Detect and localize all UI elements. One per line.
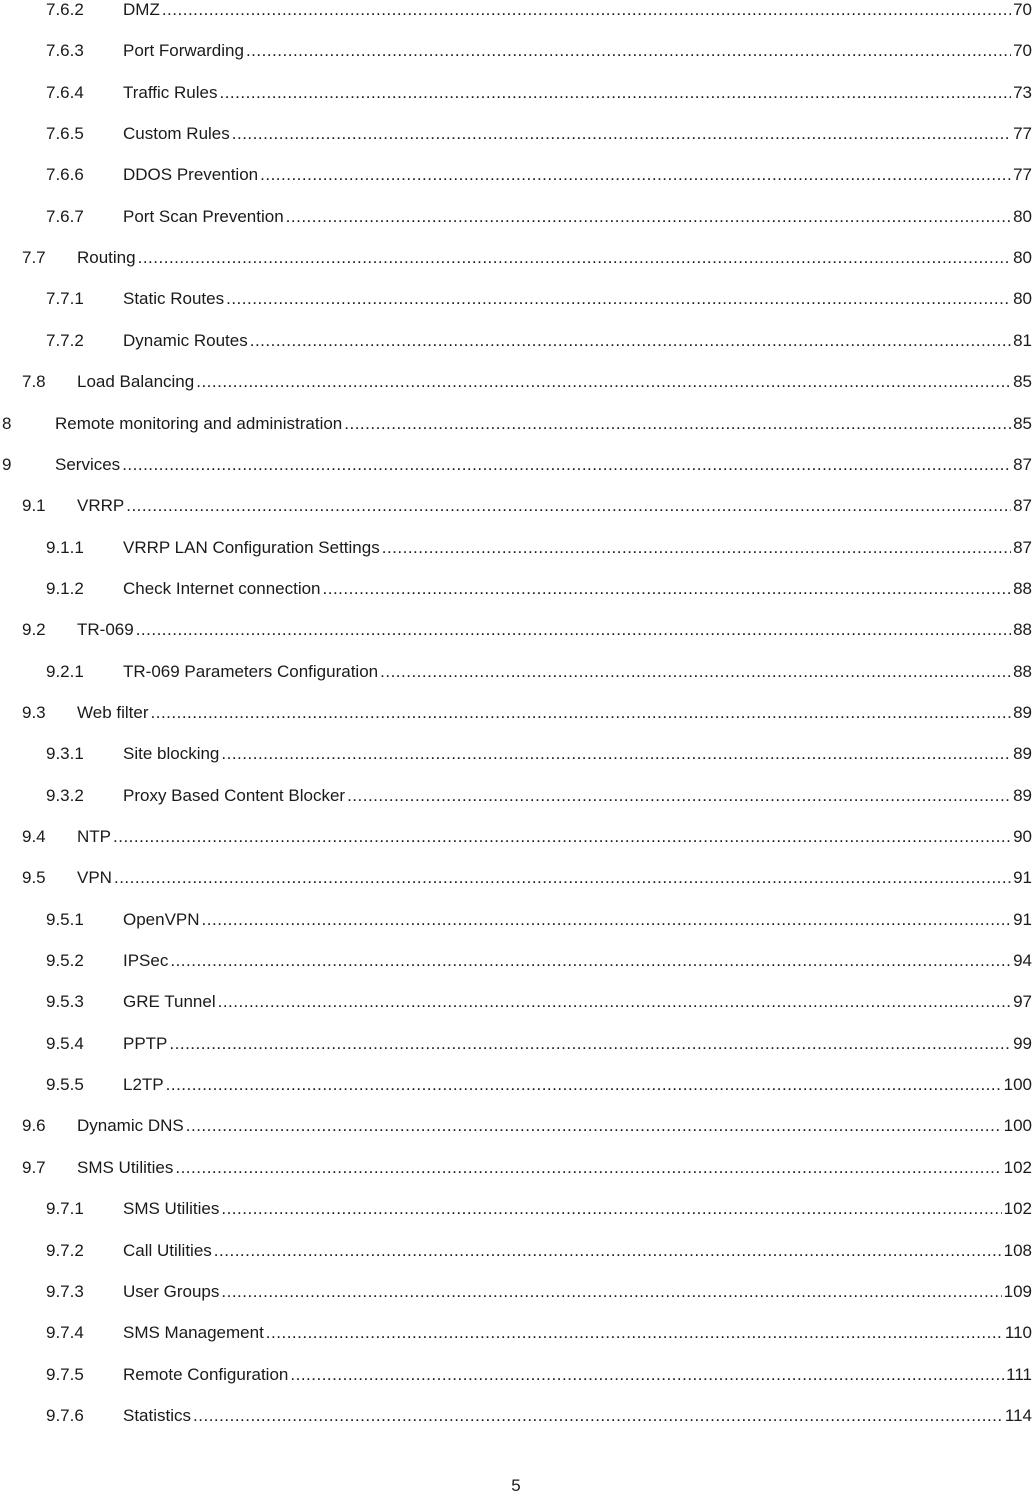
toc-entry[interactable] <box>46 120 1032 144</box>
toc-entry-title: SMS Management <box>123 1323 264 1342</box>
toc-dot-leader <box>126 496 1011 516</box>
toc-entry[interactable] <box>22 1112 1032 1136</box>
toc-entry-number: 7.6.4 <box>46 83 84 102</box>
toc-dot-leader <box>290 1365 1004 1385</box>
toc-entry[interactable] <box>46 1361 1032 1385</box>
toc-entry[interactable] <box>46 782 1032 806</box>
toc-entry-number: 8 <box>2 414 12 433</box>
toc-entry-number: 9.7.5 <box>46 1365 84 1384</box>
toc-entry-page: 99 <box>1013 1034 1032 1053</box>
toc-entry-number: 7.7.2 <box>46 331 84 350</box>
toc-entry[interactable] <box>46 906 1032 930</box>
toc-dot-leader <box>221 744 1011 764</box>
toc-dot-leader <box>113 827 1011 847</box>
toc-entry-title: VRRP <box>77 496 125 515</box>
toc-entry-page: 89 <box>1013 703 1032 722</box>
toc-dot-leader <box>246 41 1011 61</box>
toc-entry-page: 81 <box>1013 331 1032 350</box>
toc-dot-leader <box>219 83 1011 103</box>
toc-entry-page: 97 <box>1013 992 1032 1011</box>
toc-dot-leader <box>347 786 1011 806</box>
toc-entry-title: GRE Tunnel <box>123 992 216 1011</box>
toc-dot-leader <box>186 1116 1002 1136</box>
toc-dot-leader <box>151 703 1012 723</box>
toc-dot-leader <box>114 868 1011 888</box>
toc-entry-page: 87 <box>1013 496 1032 515</box>
toc-dot-leader <box>193 1406 1003 1426</box>
toc-entry[interactable] <box>46 0 1032 20</box>
toc-entry[interactable] <box>46 988 1032 1012</box>
toc-entry-number: 9.2 <box>22 620 46 639</box>
toc-entry-number: 7.6.5 <box>46 124 84 143</box>
toc-dot-leader <box>380 662 1011 682</box>
toc-entry-page: 114 <box>1004 1406 1032 1425</box>
toc-entry[interactable] <box>46 1195 1032 1219</box>
toc-entry-number: 9.1.2 <box>46 579 84 598</box>
toc-entry[interactable] <box>46 37 1032 61</box>
toc-dot-leader <box>175 1158 1001 1178</box>
toc-entry[interactable] <box>46 1402 1032 1426</box>
toc-dot-leader <box>221 1199 1001 1219</box>
toc-entry-page: 77 <box>1013 165 1032 184</box>
toc-entry-number: 9.5.5 <box>46 1075 84 1094</box>
toc-entry-number: 9.3.1 <box>46 744 84 763</box>
toc-entry-number: 9.7.1 <box>46 1199 84 1218</box>
toc-entry-page: 70 <box>1013 41 1032 60</box>
toc-entry-number: 7.6.7 <box>46 207 84 226</box>
toc-entry-number: 9.7.2 <box>46 1241 84 1260</box>
toc-dot-leader <box>162 0 1011 20</box>
toc-entry[interactable] <box>46 1030 1032 1054</box>
toc-dot-leader <box>136 620 1011 640</box>
toc-entry-number: 7.8 <box>22 372 46 391</box>
toc-entry[interactable] <box>46 534 1032 558</box>
toc-entry-page: 87 <box>1013 455 1032 474</box>
toc-entry-page: 88 <box>1013 579 1032 598</box>
toc-entry[interactable] <box>22 1154 1032 1178</box>
toc-entry-title: Dynamic Routes <box>123 331 248 350</box>
toc-entry-page: 102 <box>1003 1158 1032 1177</box>
toc-entry-title: Routing <box>77 248 136 267</box>
toc-entry-title: Traffic Rules <box>123 83 218 102</box>
toc-entry-number: 7.7 <box>22 248 46 267</box>
toc-entry-title: VPN <box>77 868 112 887</box>
toc-dot-leader <box>286 207 1011 227</box>
toc-entry-page: 77 <box>1013 124 1032 143</box>
toc-dot-leader <box>170 951 1011 971</box>
toc-entry-page: 110 <box>1004 1323 1032 1342</box>
toc-dot-leader <box>344 414 1011 434</box>
toc-entry-title: Remote Configuration <box>123 1365 289 1384</box>
toc-entry-title: TR-069 Parameters Configuration <box>123 662 379 681</box>
toc-entry[interactable] <box>46 203 1032 227</box>
toc-entry-page: 85 <box>1013 372 1032 391</box>
toc-entry-number: 9.3.2 <box>46 786 84 805</box>
toc-entry-page: 91 <box>1013 868 1032 887</box>
toc-entry[interactable] <box>22 699 1032 723</box>
toc-entry-title: Call Utilities <box>123 1241 212 1260</box>
toc-entry-number: 9 <box>2 455 12 474</box>
toc-dot-leader <box>250 331 1011 351</box>
toc-entry-title: L2TP <box>123 1075 164 1094</box>
toc-entry-page: 94 <box>1013 951 1032 970</box>
toc-entry-number: 7.7.1 <box>46 289 84 308</box>
toc-entry-title: Dynamic DNS <box>77 1116 184 1135</box>
toc-entry-page: 73 <box>1013 83 1032 102</box>
toc-entry-title: OpenVPN <box>123 910 200 929</box>
toc-entry-number: 9.7.3 <box>46 1282 84 1301</box>
toc-entry-title: NTP <box>77 827 111 846</box>
toc-entry-number: 9.3 <box>22 703 46 722</box>
toc-entry[interactable] <box>22 823 1032 847</box>
toc-entry-number: 9.7 <box>22 1158 46 1177</box>
toc-dot-leader <box>382 538 1011 558</box>
toc-entry-title: DDOS Prevention <box>123 165 259 184</box>
toc-entry[interactable] <box>22 244 1032 268</box>
toc-entry[interactable] <box>46 947 1032 971</box>
toc-entry[interactable] <box>22 864 1032 888</box>
toc-entry-title: User Groups <box>123 1282 220 1301</box>
toc-dot-leader <box>122 455 1011 475</box>
toc-entry-number: 7.6.3 <box>46 41 84 60</box>
toc-entry-number: 9.1 <box>22 496 46 515</box>
toc-entry-page: 102 <box>1003 1199 1032 1218</box>
toc-entry-number: 9.5.2 <box>46 951 84 970</box>
toc-entry-number: 9.2.1 <box>46 662 84 681</box>
toc-entry-number: 9.5.3 <box>46 992 84 1011</box>
toc-entry-title: DMZ <box>123 0 160 19</box>
toc-entry-title: Static Routes <box>123 289 225 308</box>
toc-entry[interactable] <box>46 658 1032 682</box>
toc-entry-title: VRRP LAN Configuration Settings <box>123 538 380 557</box>
toc-dot-leader <box>232 124 1011 144</box>
toc-entry-number: 9.5.1 <box>46 910 84 929</box>
toc-dot-leader <box>218 992 1011 1012</box>
toc-entry-title: IPSec <box>123 951 169 970</box>
toc-entry-title: Port Forwarding <box>123 41 244 60</box>
toc-entry-number: 7.6.2 <box>46 0 84 19</box>
toc-dot-leader <box>214 1241 1002 1261</box>
toc-entry[interactable] <box>22 616 1032 640</box>
toc-entry-page: 111 <box>1006 1365 1032 1384</box>
toc-dot-leader <box>196 372 1011 392</box>
toc-entry[interactable] <box>46 575 1032 599</box>
toc-dot-leader <box>138 248 1011 268</box>
toc-entry-page: 85 <box>1013 414 1032 433</box>
toc-entry-number: 9.1.1 <box>46 538 84 557</box>
toc-entry[interactable] <box>2 451 1032 475</box>
toc-dot-leader <box>166 1075 1002 1095</box>
toc-entry-page: 90 <box>1013 827 1032 846</box>
toc-entry-title: Custom Rules <box>123 124 230 143</box>
toc-entry[interactable] <box>46 327 1032 351</box>
toc-entry[interactable] <box>22 368 1032 392</box>
toc-entry[interactable] <box>46 79 1032 103</box>
toc-entry[interactable] <box>46 161 1032 185</box>
toc-entry-number: 9.4 <box>22 827 46 846</box>
toc-entry-page: 109 <box>1003 1282 1032 1301</box>
toc-dot-leader <box>226 289 1011 309</box>
toc-entry[interactable] <box>46 1237 1032 1261</box>
toc-dot-leader <box>169 1034 1011 1054</box>
toc-entry-page: 70 <box>1013 0 1032 19</box>
toc-entry-page: 91 <box>1013 910 1032 929</box>
toc-entry-page: 100 <box>1003 1075 1032 1094</box>
toc-entry-page: 80 <box>1013 207 1032 226</box>
toc-entry-title: Web filter <box>77 703 149 722</box>
toc-dot-leader <box>260 165 1011 185</box>
toc-entry-title: SMS Utilities <box>77 1158 174 1177</box>
toc-entry-page: 87 <box>1013 538 1032 557</box>
toc-entry-title: TR-069 <box>77 620 134 639</box>
toc-dot-leader <box>266 1323 1003 1343</box>
toc-entry-number: 9.5.4 <box>46 1034 84 1053</box>
toc-entry-title: Load Balancing <box>77 372 195 391</box>
toc-entry-title: Check Internet connection <box>123 579 321 598</box>
toc-entry-page: 80 <box>1013 289 1032 308</box>
toc-dot-leader <box>221 1282 1001 1302</box>
toc-entry-title: Site blocking <box>123 744 220 763</box>
toc-entry[interactable] <box>22 492 1032 516</box>
toc-entry-number: 9.7.4 <box>46 1323 84 1342</box>
toc-entry-title: Port Scan Prevention <box>123 207 284 226</box>
toc-entry[interactable] <box>46 740 1032 764</box>
toc-entry[interactable] <box>46 1319 1032 1343</box>
toc-entry-title: Proxy Based Content Blocker <box>123 786 346 805</box>
toc-entry-title: PPTP <box>123 1034 168 1053</box>
toc-dot-leader <box>323 579 1012 599</box>
toc-entry-page: 89 <box>1013 744 1032 763</box>
toc-entry-number: 9.7.6 <box>46 1406 84 1425</box>
page-number: 5 <box>511 1476 521 1495</box>
toc-entry-title: SMS Utilities <box>123 1199 220 1218</box>
toc-entry-page: 108 <box>1003 1241 1032 1260</box>
toc-entry[interactable] <box>46 1278 1032 1302</box>
toc-dot-leader <box>202 910 1012 930</box>
toc-entry-number: 7.6.6 <box>46 165 84 184</box>
toc-entry-page: 100 <box>1003 1116 1032 1135</box>
toc-entry-title: Remote monitoring and administration <box>55 414 343 433</box>
toc-entry[interactable] <box>46 1071 1032 1095</box>
toc-entry[interactable] <box>2 410 1032 434</box>
toc-entry-title: Statistics <box>123 1406 192 1425</box>
toc-entry[interactable] <box>46 285 1032 309</box>
toc-entry-title: Services <box>55 455 121 474</box>
toc-entry-number: 9.5 <box>22 868 46 887</box>
toc-entry-page: 89 <box>1013 786 1032 805</box>
toc-entry-page: 88 <box>1013 620 1032 639</box>
toc-entry-page: 80 <box>1013 248 1032 267</box>
toc-entry-page: 88 <box>1013 662 1032 681</box>
toc-entry-number: 9.6 <box>22 1116 46 1135</box>
